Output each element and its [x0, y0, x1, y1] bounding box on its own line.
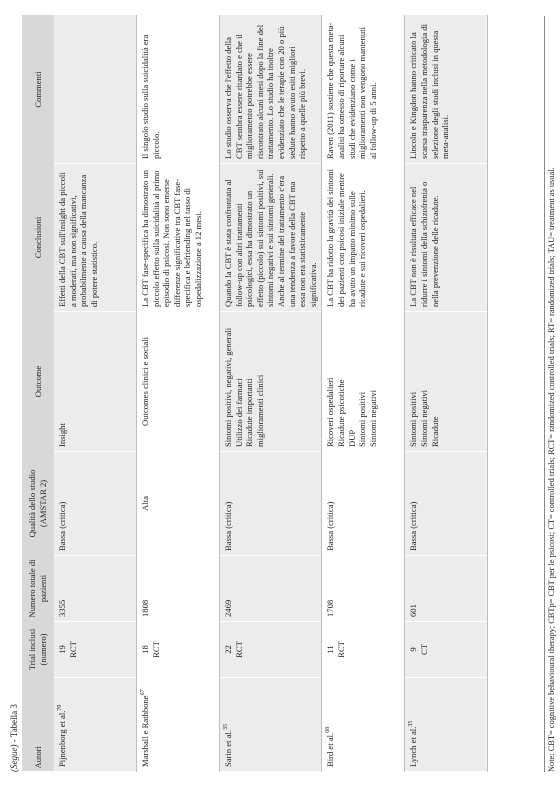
table-row — [54, 16, 137, 772]
table-body — [54, 16, 488, 772]
header-row — [22, 16, 54, 772]
cell-patients: 1708 — [322, 556, 405, 622]
table-row — [220, 16, 322, 772]
trials-type: RCT — [150, 641, 161, 658]
cell-conclusions: La CBT ha ridotto la gravità dei sintomi dei pazienti con psicosi iniziale mentre ha avuto un impatto minimo sulle ricadute e sui ricoveri ospedalieri. — [322, 164, 405, 312]
outcome-item: Sintomi positivi — [408, 391, 419, 447]
author-reference: 68 — [325, 726, 332, 733]
rotated-table-block — [8, 16, 556, 772]
author-reference: 35 — [223, 724, 230, 730]
cell-comments — [54, 16, 137, 164]
cell-author — [405, 678, 488, 772]
cell-author — [220, 678, 322, 772]
results-table — [22, 16, 488, 773]
cell-quality: Alta — [137, 452, 220, 556]
cell-outcome — [137, 312, 220, 452]
table-row — [137, 16, 220, 772]
trials-count: 11 — [325, 645, 336, 654]
outcome-item: miglioramenti clinici — [254, 374, 265, 447]
outcome-item: Ricadute importanti — [244, 378, 255, 447]
outcome-item: Sintomi negativi — [367, 389, 378, 447]
cell-patients: 2469 — [220, 556, 322, 622]
author-reference: 70 — [57, 704, 64, 711]
cell-quality: Bassa (critica) — [54, 452, 137, 556]
cell-trials — [405, 622, 488, 678]
cell-outcome — [220, 312, 322, 452]
cell-outcome — [54, 312, 137, 452]
author-name: Marshall e Rathbone — [140, 695, 150, 767]
header-trials: Trial inclusi (numero) — [22, 622, 54, 678]
author-name: Pijnenborg et al. — [57, 710, 67, 767]
trials-count: 19 — [57, 645, 67, 654]
outcome-item: Ricoveri ospedalieri — [325, 377, 336, 447]
table-row — [405, 16, 488, 772]
cell-author — [322, 678, 405, 772]
cell-patients: 3355 — [54, 556, 137, 622]
cell-conclusions: La CBT non è risultata efficace nel ridurre i sintomi della schizofrenia o nella prevenzione delle ricadute. — [405, 164, 488, 312]
outcome-item: Sintomi negativi — [418, 389, 429, 447]
cell-quality: Bassa (critica) — [405, 452, 488, 556]
outcome-item: Utilizzo dei farmaci — [233, 378, 244, 447]
outcome-item: DUP — [346, 429, 357, 447]
cell-author — [137, 678, 220, 772]
cell-outcome — [322, 312, 405, 452]
cell-trials — [54, 622, 137, 678]
cell-conclusions: La CBT fase-specifica ha dimostrato un piccolo effetto sulla suicidalità al primo episodio di psicosi. Non sono emerse differenze significative tra CBT fase-specifica e befriending nel tasso di ospedalizzazione a 12 mesi. — [137, 164, 220, 312]
caption-prefix: (Segue) — [9, 744, 19, 772]
cell-outcome — [405, 312, 488, 452]
author-name: Sarin et al. — [223, 730, 233, 767]
cell-quality: Bassa (critica) — [220, 452, 322, 556]
trials-count: 9 — [408, 647, 419, 652]
header-comments: Commenti — [22, 16, 54, 164]
header-patients: Numero totale di pazienti — [22, 556, 54, 622]
cell-trials — [322, 622, 405, 678]
cell-conclusions: Effetti della CBT sull'insight da piccoli a moderati, ma non significativi, probabilmente a causa della mancanza di potere statistico. — [54, 164, 137, 312]
trials-type: RCT — [233, 641, 244, 658]
header-conclusions: Conclusioni — [22, 164, 54, 312]
outcome-item: Ricadute — [429, 416, 440, 447]
cell-patients: 601 — [405, 556, 488, 622]
outcome-item: Ricadute psicotiche — [335, 379, 346, 447]
outcome-item: Sintomi positivi — [357, 391, 368, 447]
cell-trials — [137, 622, 220, 678]
trials-type: RCT — [335, 641, 346, 658]
table-caption — [8, 704, 20, 772]
cell-comments: Lincoln e Kingdon hanno criticato la scarsa trasparenza nella metodologia di selezione degli studi inclusi in questa meta-analisi. — [405, 16, 488, 164]
outcome-item: Insight — [57, 423, 67, 447]
trials-type: RCT — [67, 641, 78, 658]
caption-title: - Tabella 3 — [9, 704, 19, 745]
author-reference: 35 — [408, 720, 415, 727]
author-name: Lynch et al. — [408, 726, 419, 767]
trials-count: 18 — [140, 645, 150, 654]
cell-patients: 1808 — [137, 556, 220, 622]
header-authors: Autori — [22, 678, 54, 772]
header-outcome: Outcome — [22, 312, 54, 452]
cell-comments: Raven (2011) sostiene che questa meta-analisi ha omesso di riportare alcuni studi che evidenziano come i miglioramenti non vengono mantenuti al follow-up di 5 anni. — [322, 16, 405, 164]
author-name: Bird et al. — [325, 732, 336, 767]
table-note: Note: CBT= cognitive behavioural therapy; CBTp= CBT per le psicosi; CT= controlled trials; RCT= randomized controlled trials; RT= randomized trials; TAU= treatment as usual. — [544, 16, 557, 772]
cell-trials — [220, 622, 322, 678]
cell-comments: Lo studio osserva che l'effetto della CBT sembra essere ritardato e che il miglioramento potrebbe essere riscontrato alcuni mesi dopo la fine del trattamento. Lo studio ha inoltre evidenziato che le terapie con 20 o più sedute hanno avuto esiti migliori rispetto a quelle più brevi. — [220, 16, 322, 164]
outcome-item: Sintomi positivi, negativi, generali — [223, 327, 233, 447]
trials-count: 22 — [223, 645, 233, 654]
cell-quality: Bassa (critica) — [322, 452, 405, 556]
cell-author — [54, 678, 137, 772]
author-reference: 67 — [140, 689, 147, 696]
outcome-item: Outcomes clinici e sociali — [140, 337, 150, 427]
table-row — [322, 16, 405, 772]
cell-comments: Il singolo studio sulla suicidalità era piccolo. — [137, 16, 220, 164]
trials-type: CT — [418, 644, 429, 655]
header-quality: Qualità dello studio (AMSTAR 2) — [22, 452, 54, 556]
cell-conclusions: Quando la CBT è stata confrontata al follow-up con altri trattamenti psicologici, essa ha dimostrato un effetto (piccolo) sui sintomi positivi, sui sintomi negativi e sui sintomi generali. Anche al termine del trattamento c'era una tendenza a favore della CBT ma essa non era statisticamente significativa. — [220, 164, 322, 312]
